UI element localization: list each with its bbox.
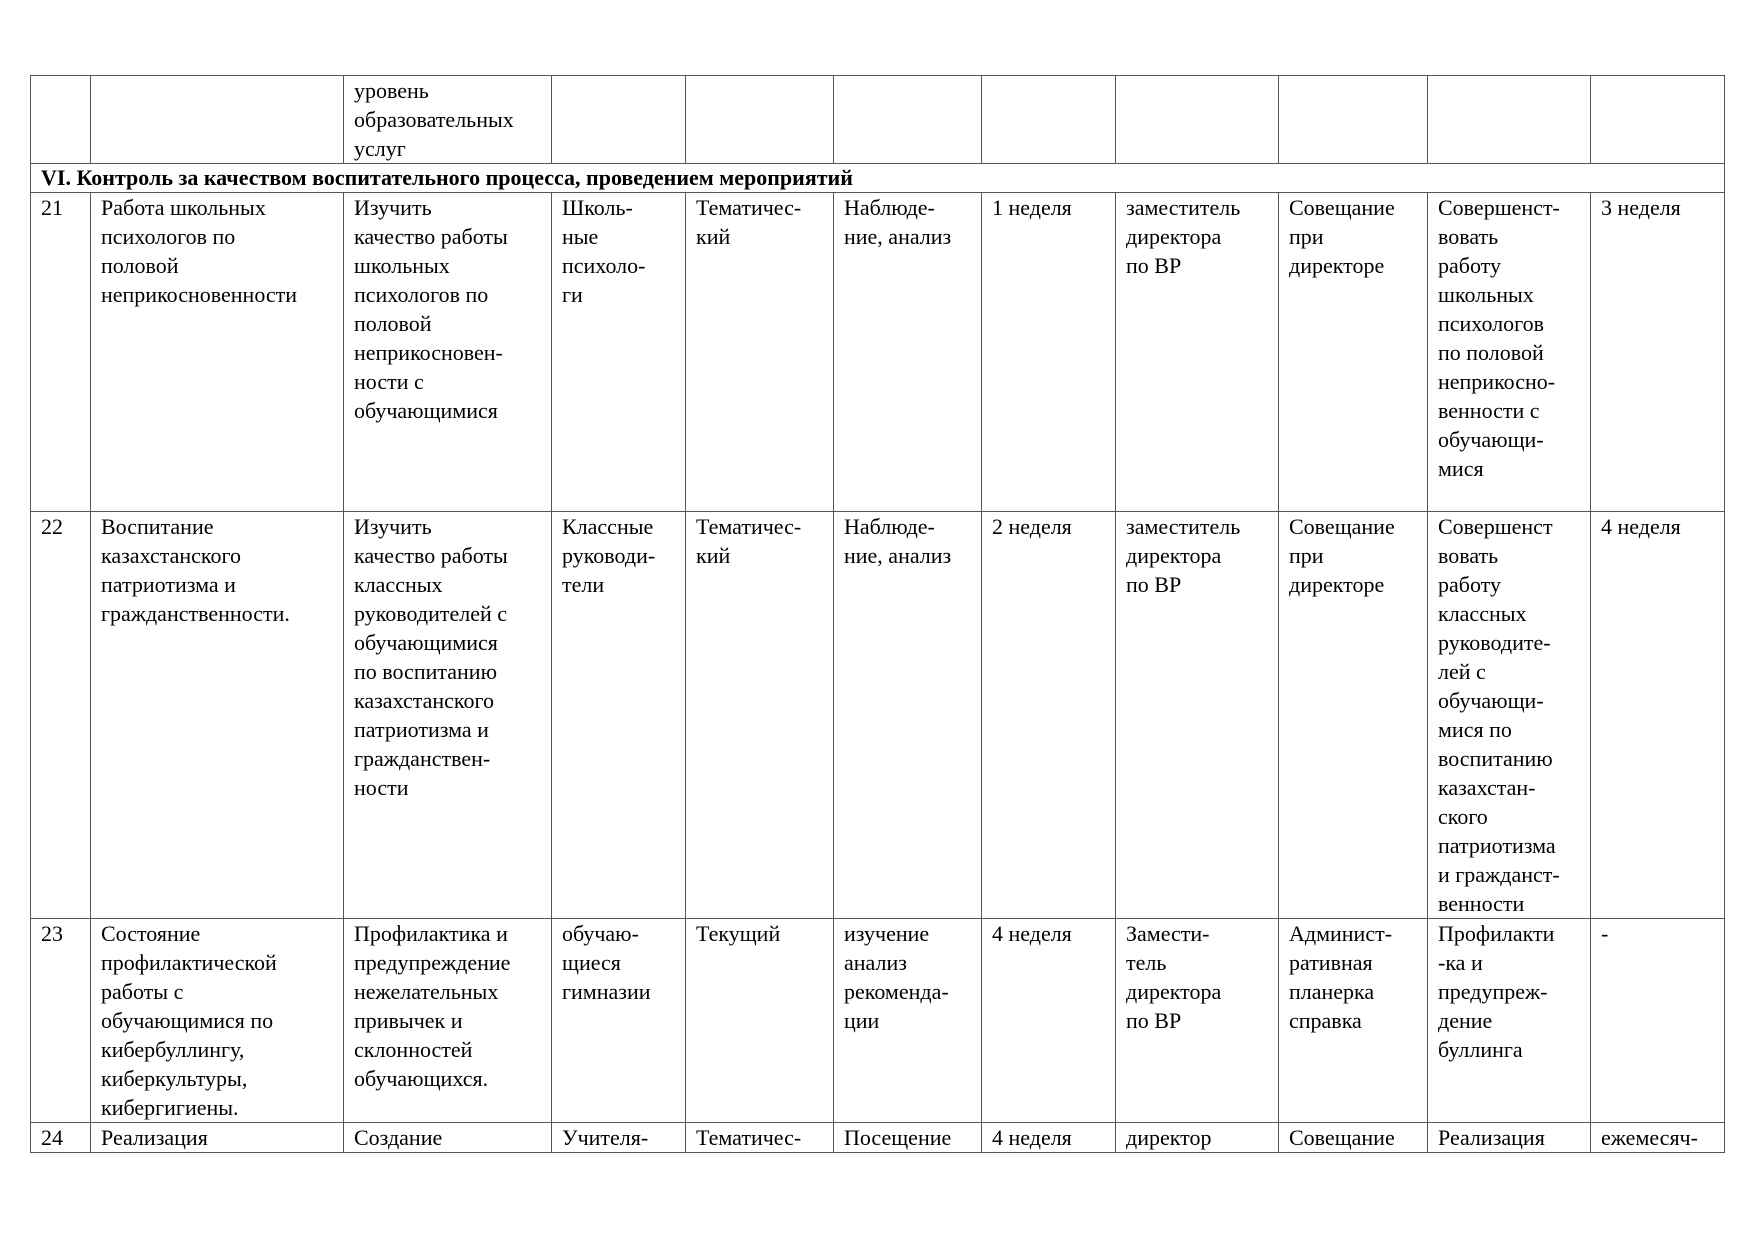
cell-num: [31, 193, 91, 512]
cell-review: [1279, 512, 1428, 919]
cell-line: образовательных: [354, 107, 514, 132]
table-row: [31, 76, 1725, 164]
cell-line: школьных: [1438, 282, 1534, 307]
cell-decision: [1428, 1123, 1591, 1153]
cell-line: руководите-: [1438, 630, 1551, 655]
cell-num: [31, 919, 91, 1123]
cell-line: по половой: [1438, 340, 1544, 365]
cell-line: руководителей с: [354, 601, 508, 626]
cell-line: 4 неделя: [1601, 514, 1681, 539]
cell-line: обучающи-: [1438, 688, 1544, 713]
cell-line: воспитанию: [1438, 746, 1553, 771]
cell-line: кий: [696, 543, 731, 568]
cell-line: половой: [354, 311, 432, 336]
cell-line: ского: [1438, 804, 1488, 829]
cell-object: [552, 76, 686, 164]
cell-line: гражданственности.: [101, 601, 290, 626]
cell-line: кий: [696, 224, 731, 249]
cell-line: директоре: [1289, 572, 1385, 597]
cell-line: рекоменда-: [844, 979, 949, 1004]
cell-line: Совещание: [1289, 1125, 1395, 1150]
cell-line: казахстан-: [1438, 775, 1536, 800]
cell-line: Работа школьных: [101, 195, 266, 220]
cell-control: [1591, 1123, 1725, 1153]
cell-line: Совещание: [1289, 195, 1395, 220]
cell-line: 1 неделя: [992, 195, 1072, 220]
cell-line: -ка и: [1438, 950, 1483, 975]
cell-line: Воспитание: [101, 514, 214, 539]
cell-line: руководи-: [562, 543, 656, 568]
cell-method: [834, 919, 982, 1123]
cell-period: [982, 76, 1116, 164]
cell-line: Школь-: [562, 195, 633, 220]
cell-review: [1279, 193, 1428, 512]
cell-line: Наблюде-: [844, 514, 935, 539]
cell-num: [31, 76, 91, 164]
cell-line: работы с: [101, 979, 184, 1004]
table-row: [31, 512, 1725, 919]
cell-line: патриотизма и: [354, 717, 489, 742]
cell-responsible: [1116, 193, 1279, 512]
cell-line: 22: [41, 514, 63, 539]
cell-line: дение: [1438, 1008, 1493, 1033]
cell-line: патриотизма и: [101, 572, 236, 597]
cell-object: [552, 193, 686, 512]
cell-line: Профилактика и: [354, 921, 508, 946]
cell-line: директоре: [1289, 253, 1385, 278]
cell-line: психологов: [1438, 311, 1545, 336]
cell-object: [552, 919, 686, 1123]
cell-line: обучаю-: [562, 921, 639, 946]
cell-line: 2 неделя: [992, 514, 1072, 539]
cell-line: Замести-: [1126, 921, 1210, 946]
cell-goal: [344, 512, 552, 919]
cell-line: венности с: [1438, 398, 1540, 423]
cell-period: [982, 1123, 1116, 1153]
cell-line: директора: [1126, 224, 1222, 249]
cell-type: [686, 919, 834, 1123]
cell-line: предупреждение: [354, 950, 511, 975]
cell-line: обучающимися по: [101, 1008, 274, 1033]
cell-line: заместитель: [1126, 514, 1241, 539]
cell-line: обучающи-: [1438, 427, 1544, 452]
cell-control: [1591, 193, 1725, 512]
cell-line: привычек и: [354, 1008, 463, 1033]
cell-review: [1279, 76, 1428, 164]
cell-line: нежелательных: [354, 979, 499, 1004]
cell-line: работу: [1438, 572, 1501, 597]
cell-line: неприкосновен-: [354, 340, 503, 365]
cell-type: [686, 512, 834, 919]
cell-line: Тематичес-: [696, 1125, 802, 1150]
cell-line: по ВР: [1126, 253, 1182, 278]
cell-control: [1591, 76, 1725, 164]
cell-period: [982, 512, 1116, 919]
cell-line: Создание: [354, 1125, 443, 1150]
cell-topic: [91, 1123, 344, 1153]
cell-num: [31, 1123, 91, 1153]
cell-method: [834, 1123, 982, 1153]
cell-decision: [1428, 512, 1591, 919]
cell-line: Посещение: [844, 1125, 952, 1150]
cell-line: вовать: [1438, 543, 1499, 568]
cell-line: Совершенст-: [1438, 195, 1560, 220]
cell-line: гражданствен-: [354, 746, 491, 771]
cell-line: венности: [1438, 891, 1525, 916]
cell-line: неприкосновенности: [101, 282, 298, 307]
cell-line: 21: [41, 195, 63, 220]
cell-object: [552, 1123, 686, 1153]
cell-num: [31, 512, 91, 919]
cell-review: [1279, 919, 1428, 1123]
cell-line: 4 неделя: [992, 921, 1072, 946]
cell-line: Текущий: [696, 921, 781, 946]
cell-goal: [344, 1123, 552, 1153]
section-row: [31, 164, 1725, 193]
cell-line: Совершенст: [1438, 514, 1553, 539]
cell-method: [834, 193, 982, 512]
cell-control: [1591, 512, 1725, 919]
cell-line: планерка: [1289, 979, 1375, 1004]
control-plan-table: [30, 75, 1725, 1153]
cell-line: вовать: [1438, 224, 1499, 249]
cell-line: справка: [1289, 1008, 1362, 1033]
table-row: [31, 1123, 1725, 1153]
table-row: [31, 193, 1725, 512]
cell-decision: [1428, 919, 1591, 1123]
cell-line: Профилакти: [1438, 921, 1555, 946]
cell-line: щиеся: [562, 950, 621, 975]
cell-line: ние, анализ: [844, 543, 952, 568]
cell-goal: [344, 193, 552, 512]
cell-control: [1591, 919, 1725, 1123]
cell-line: качество работы: [354, 543, 508, 568]
cell-method: [834, 76, 982, 164]
cell-line: уровень: [354, 78, 429, 103]
cell-line: буллинга: [1438, 1037, 1523, 1062]
cell-line: ции: [844, 1008, 880, 1033]
cell-line: услуг: [354, 136, 406, 161]
cell-line: гимназии: [562, 979, 651, 1004]
cell-line: ности: [354, 775, 409, 800]
cell-line: профилактической: [101, 950, 277, 975]
cell-line: предупреж-: [1438, 979, 1548, 1004]
cell-line: Изучить: [354, 195, 432, 220]
cell-line: кибербуллингу,: [101, 1037, 245, 1062]
cell-period: [982, 193, 1116, 512]
cell-line: по ВР: [1126, 1008, 1182, 1033]
cell-type: [686, 193, 834, 512]
cell-line: Реализация: [101, 1125, 208, 1150]
cell-method: [834, 512, 982, 919]
cell-type: [686, 1123, 834, 1153]
cell-responsible: [1116, 919, 1279, 1123]
table-row: [31, 919, 1725, 1123]
cell-topic: [91, 919, 344, 1123]
cell-line: ние, анализ: [844, 224, 952, 249]
cell-line: Совещание: [1289, 514, 1395, 539]
cell-line: Учителя-: [562, 1125, 649, 1150]
cell-topic: [91, 76, 344, 164]
cell-responsible: [1116, 512, 1279, 919]
cell-line: ности с: [354, 369, 424, 394]
cell-line: неприкосно-: [1438, 369, 1556, 394]
cell-review: [1279, 1123, 1428, 1153]
cell-decision: [1428, 193, 1591, 512]
cell-line: ративная: [1289, 950, 1373, 975]
cell-topic: [91, 193, 344, 512]
cell-line: обучающимися: [354, 398, 498, 423]
cell-line: 3 неделя: [1601, 195, 1681, 220]
cell-line: классных: [1438, 601, 1527, 626]
cell-goal: [344, 76, 552, 164]
cell-line: Наблюде-: [844, 195, 935, 220]
cell-line: классных: [354, 572, 443, 597]
cell-line: Изучить: [354, 514, 432, 539]
cell-line: по воспитанию: [354, 659, 497, 684]
cell-line: директора: [1126, 979, 1222, 1004]
cell-line: ги: [562, 282, 583, 307]
cell-line: Реализация: [1438, 1125, 1545, 1150]
cell-decision: [1428, 76, 1591, 164]
cell-line: казахстанского: [101, 543, 241, 568]
cell-line: мися по: [1438, 717, 1512, 742]
cell-responsible: [1116, 1123, 1279, 1153]
cell-line: 23: [41, 921, 63, 946]
cell-goal: [344, 919, 552, 1123]
cell-line: директор: [1126, 1125, 1212, 1150]
cell-line: изучение: [844, 921, 930, 946]
cell-line: при: [1289, 224, 1324, 249]
cell-line: по ВР: [1126, 572, 1182, 597]
cell-line: 4 неделя: [992, 1125, 1072, 1150]
cell-line: психоло-: [562, 253, 646, 278]
cell-line: тели: [562, 572, 605, 597]
cell-object: [552, 512, 686, 919]
cell-line: Админист-: [1289, 921, 1393, 946]
cell-topic: [91, 512, 344, 919]
cell-line: половой: [101, 253, 179, 278]
cell-line: патриотизма: [1438, 833, 1556, 858]
cell-line: директора: [1126, 543, 1222, 568]
cell-line: Тематичес-: [696, 195, 802, 220]
cell-line: киберкультуры,: [101, 1066, 248, 1091]
cell-line: кибергигиены.: [101, 1095, 239, 1120]
cell-line: лей с: [1438, 659, 1486, 684]
cell-line: казахстанского: [354, 688, 494, 713]
cell-line: обучающимися: [354, 630, 498, 655]
cell-line: психологов по: [101, 224, 236, 249]
cell-line: ные: [562, 224, 599, 249]
cell-line: ежемесяч-: [1601, 1125, 1698, 1150]
cell-line: и гражданст-: [1438, 862, 1560, 887]
cell-period: [982, 919, 1116, 1123]
cell-type: [686, 76, 834, 164]
cell-line: психологов по: [354, 282, 489, 307]
cell-line: школьных: [354, 253, 450, 278]
cell-line: работу: [1438, 253, 1501, 278]
cell-line: анализ: [844, 950, 907, 975]
section-title: VI. Контроль за качеством воспитательного процесса, проведением мероприятий: [31, 164, 1725, 193]
cell-line: тель: [1126, 950, 1167, 975]
cell-line: мися: [1438, 456, 1484, 481]
cell-line: -: [1601, 921, 1609, 946]
cell-line: Классные: [562, 514, 654, 539]
cell-responsible: [1116, 76, 1279, 164]
cell-line: Состояние: [101, 921, 201, 946]
cell-line: качество работы: [354, 224, 508, 249]
cell-line: при: [1289, 543, 1324, 568]
cell-line: Тематичес-: [696, 514, 802, 539]
cell-line: заместитель: [1126, 195, 1241, 220]
cell-line: обучающихся.: [354, 1066, 489, 1091]
cell-line: 24: [41, 1125, 63, 1150]
cell-line: склонностей: [354, 1037, 473, 1062]
